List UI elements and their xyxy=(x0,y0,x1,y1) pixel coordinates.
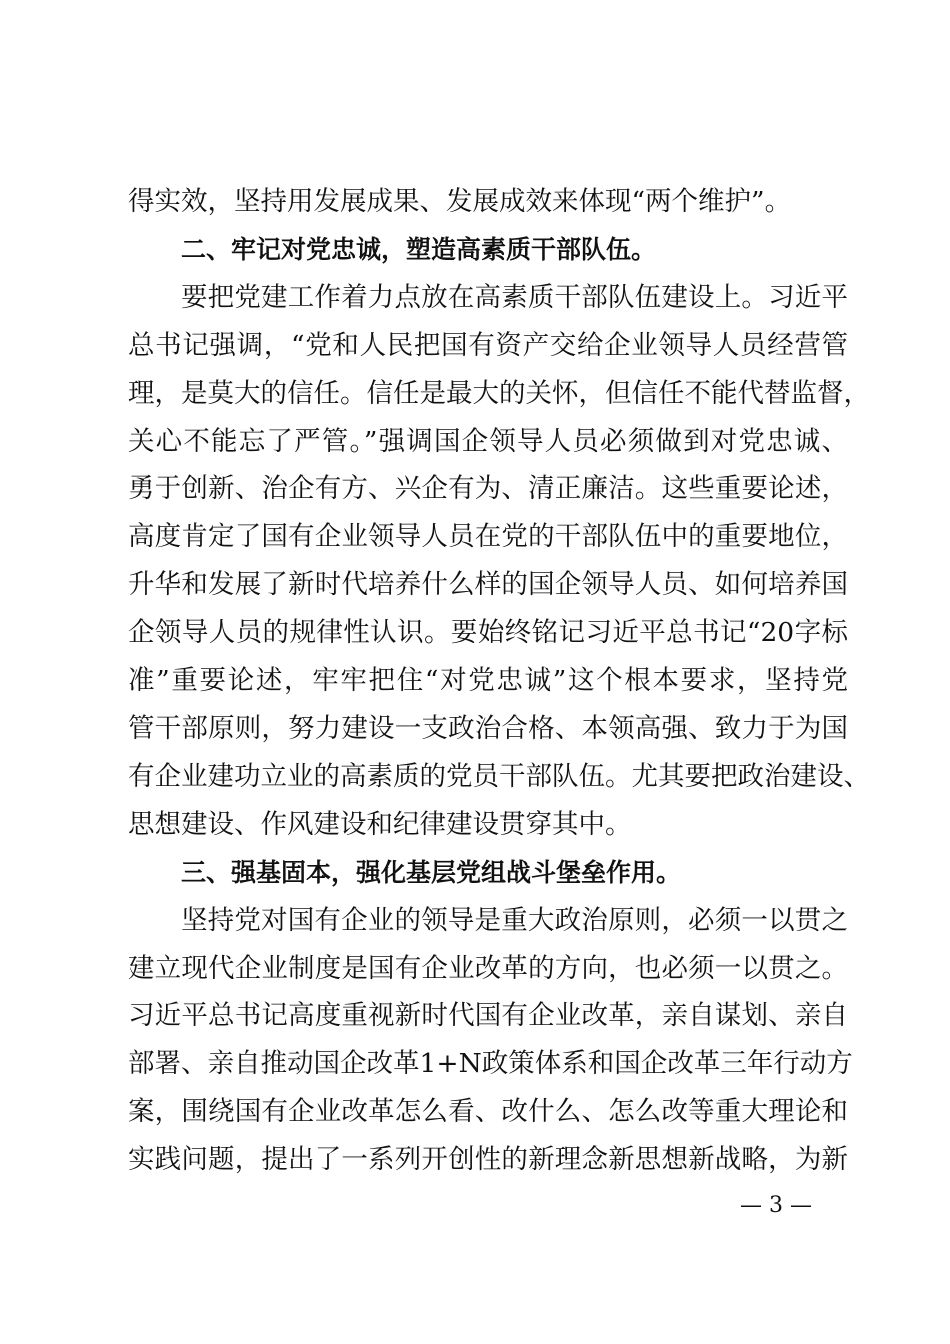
body-text-line: 习近平总书记高度重视新时代国有企业改革，亲自谋划、亲自 xyxy=(128,1000,848,1031)
body-text-line: 勇于创新、治企有方、兴企有为、清正廉洁。这些重要论述， xyxy=(128,473,848,504)
body-text-line: 要把党建工作着力点放在高素质干部队伍建设上。习近平 xyxy=(181,282,848,313)
body-text-line: 管干部原则，努力建设一支政治合格、本领高强、致力于为国 xyxy=(128,713,848,744)
body-text-line: 建立现代企业制度是国有企业改革的方向，也必须一以贯之。 xyxy=(128,953,848,984)
body-text-line: 企领导人员的规律性认识。要始终铭记习近平总书记“20字标 xyxy=(128,617,848,648)
body-text-line: 有企业建功立业的高素质的党员干部队伍。尤其要把政治建设、 xyxy=(128,761,870,792)
body-text-line: 得实效，坚持用发展成果、发展成效来体现“两个维护”。 xyxy=(128,186,792,217)
body-text-line: 理，是莫大的信任。信任是最大的关怀，但信任不能代替监督， xyxy=(128,378,870,409)
body-text-line: 准”重要论述，牢牢把住“对党忠诚”这个根本要求，坚持党 xyxy=(128,665,848,696)
page-number: — 3 — xyxy=(740,1193,812,1218)
body-text-line: 高度肯定了国有企业领导人员在党的干部队伍中的重要地位， xyxy=(128,521,848,552)
body-text-line: 总书记强调，“党和人民把国有资产交给企业领导人员经营管 xyxy=(128,330,848,361)
body-text-line: 升华和发展了新时代培养什么样的国企领导人员、如何培养国 xyxy=(128,569,848,600)
body-text-line: 案，围绕国有企业改革怎么看、改什么、怎么改等重大理论和 xyxy=(128,1096,848,1127)
section-heading-2: 二、牢记对党忠诚，塑造高素质干部队伍。 xyxy=(181,235,657,264)
body-text-line: 关心不能忘了严管。”强调国企领导人员必须做到对党忠诚、 xyxy=(128,426,848,457)
body-text-line: 实践问题，提出了一系列开创性的新理念新思想新战略，为新 xyxy=(128,1144,848,1175)
section-heading-3: 三、强基固本，强化基层党组战斗堡垒作用。 xyxy=(181,858,682,887)
body-text-line: 思想建设、作风建设和纪律建设贯穿其中。 xyxy=(128,809,632,840)
body-text-line: 坚持党对国有企业的领导是重大政治原则，必须一以贯之 xyxy=(181,905,848,936)
body-text-line: 部署、亲自推动国企改革1+N政策体系和国企改革三年行动方 xyxy=(128,1048,853,1079)
